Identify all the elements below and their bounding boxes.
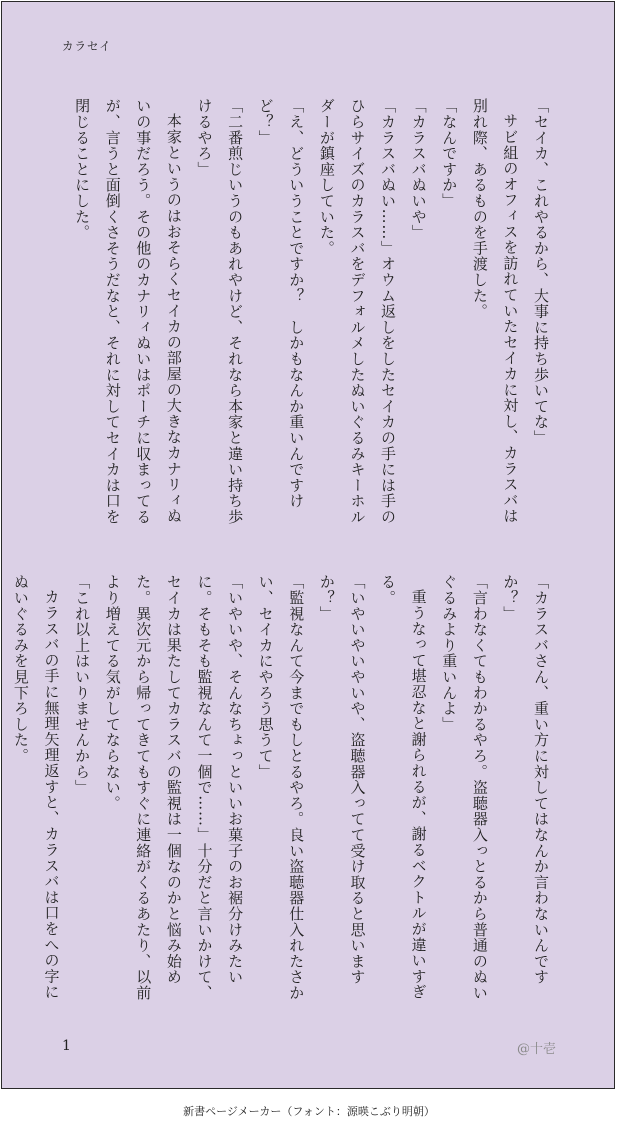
paragraph: 「カラスバぬいや」 xyxy=(409,98,428,241)
paragraph: 「いやいやいやいや、盗聴器入ってて受け取ると思いますか？」 xyxy=(317,574,367,985)
book-page xyxy=(1,1,615,1089)
paragraph: 「言わなくてもわかるやろ。盗聴器入っとるから普通のぬいぐるみより重いんよ」 xyxy=(440,574,489,1001)
author-handle: @十壱 xyxy=(516,1042,556,1057)
page-header-title: カラセイ xyxy=(62,39,112,53)
paragraph: 「いやいや、そんなちょっといいお菓子のお裾分けみたいに。そもそも監視なんて一個で……」十分だと言いかけて、セイカは果たしてカラスバの監視は一個なのかと悩み始めた。異次元から帰ってきてもすぐに連絡がくるあたり、以前より増えてる気がしてならない。 xyxy=(103,574,245,1001)
paragraph: 「これ以上はいりませんから」 xyxy=(73,574,92,796)
paragraph: カラスバの手に無理矢理返すと、カラスバは口をへの字にぬいぐるみを見下ろした。 xyxy=(11,574,61,1000)
generator-credit: 新書ページメーカー（フォント：源暎こぶり明朝） xyxy=(183,1105,435,1118)
paragraph: 「え、どういうことですか？ しかもなんか重いんですけど？」 xyxy=(256,98,306,509)
paragraph: 重うなって堪忍なと謝られるが、謝るベクトルが違いすぎる。 xyxy=(379,574,428,1000)
paragraph: 「セイカ、これやるから、大事に持ち歩いてな」 xyxy=(532,98,550,446)
text-block-lower xyxy=(11,574,556,1014)
paragraph: 「二番煎じいうのもあれやけど、それなら本家と違い持ち歩けるやろ」 xyxy=(195,98,245,525)
page-number: 1 xyxy=(62,1038,71,1054)
paragraph: 「監視なんて今までもしとるやろ。良い盗聴器仕入れたさかい、セイカにやろう思うて」 xyxy=(256,574,306,1001)
paragraph: 「カラスバぬい……」オウム返しをしたセイカの手には手のひらサイズのカラスバをデフォルメしたぬいぐるみキーホルダーが鎮座していた。 xyxy=(317,98,398,525)
text-block-upper xyxy=(60,98,556,538)
paragraph: 「なんですか」 xyxy=(440,98,459,209)
paragraph: 本家というのはおそらくセイカの部屋の大きなカナリィぬいの事だろう。その他のカナリィぬいはポーチに収まってるが、言うと面倒くさそうだなと、それに対してセイカは口を閉じることにした。 xyxy=(73,98,183,525)
paragraph: サビ組のオフィスを訪れていたセイカに対し、カラスバは別れ際、あるものを手渡した。 xyxy=(470,98,520,524)
paragraph: 「カラスバさん、重い方に対してはなんか言わないんですか？」 xyxy=(501,574,550,985)
